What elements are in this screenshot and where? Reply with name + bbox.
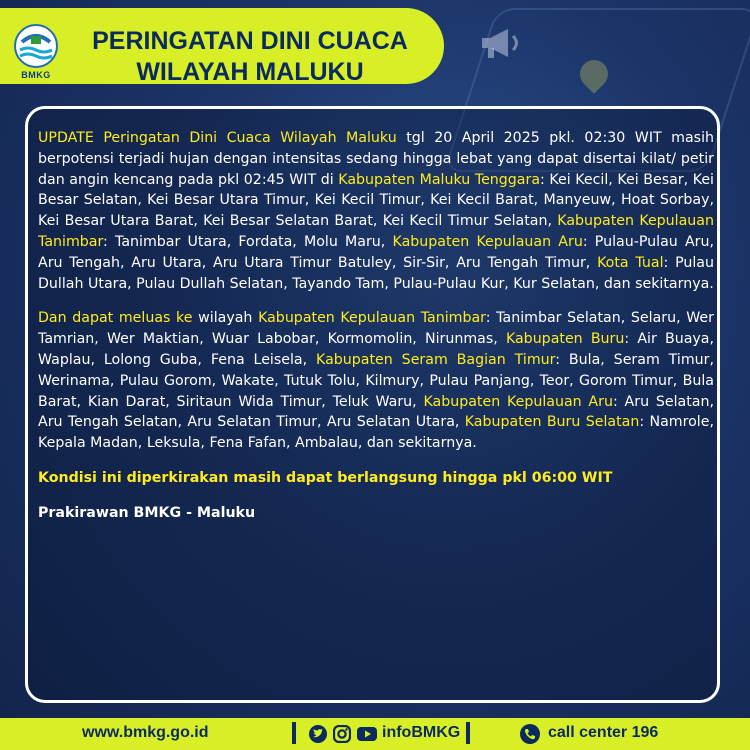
footer-separator	[292, 722, 296, 744]
highlight-text: Kabupaten Maluku Tenggara	[338, 171, 541, 188]
body-text: wilayah	[192, 310, 259, 327]
body-text: : Kei Kecil, Kei Besar, Kei Besar Selatan, Kei Besar Utara Timur, Kei Kecil Timur, Kei Kecil Barat, Manyeuw, Hoat Sorbay, Kei Besar Utara Barat, Kei Besar Selatan Barat, Kei Kecil Timur Selatan,	[38, 171, 714, 230]
body-text: : Pulau-Pulau Aru, Aru Tengah, Aru Utara, Aru Utara Timur Batuley, Sir-Sir, Aru Tengah Timur,	[38, 233, 715, 271]
highlight-text: Kabupaten Buru Selatan	[464, 414, 640, 431]
bmkg-logo-icon	[14, 24, 58, 68]
highlight-text: Kota Tual	[597, 254, 664, 271]
highlight-text: UPDATE Peringatan Dini Cuaca Wilayah Maluku	[38, 130, 397, 146]
highlight-text: Kabupaten Kepulauan Tanimbar	[38, 213, 714, 250]
title-line-1: PERINGATAN DINI CUACA	[92, 27, 408, 55]
title-line-2: WILAYAH MALUKU	[136, 58, 364, 86]
highlight-text: Kabupaten Kepulauan Aru	[423, 393, 613, 410]
warning-paragraph-main	[38, 128, 714, 294]
bmkg-logo	[14, 24, 58, 86]
website-link[interactable]: www.bmkg.go.id	[82, 724, 209, 741]
footer-bar	[0, 718, 750, 750]
body-text: : Air Buaya, Waplau, Lolong Guba, Fena Leisela,	[38, 331, 714, 368]
bmkg-logo-label: BMKG	[21, 70, 51, 80]
warning-duration: Kondisi ini diperkirakan masih dapat berlangsung hingga pkl 06:00 WIT	[38, 469, 613, 486]
youtube-icon[interactable]	[357, 725, 377, 743]
body-text: : Bula, Seram Timur, Werinama, Pulau Gorom, Wakate, Tutuk Tolu, Kilmury, Pulau Panjang, Teor, Gorom Timur, Bula Barat, Kian Darat, Siritaun Wida Timur, Teluk Waru,	[38, 351, 715, 410]
page-title	[70, 26, 430, 88]
header-banner	[0, 8, 444, 84]
body-text: : Aru Selatan, Aru Tengah Selatan, Aru Selatan Timur, Aru Selatan Utara,	[38, 393, 714, 431]
warning-paragraph-spread	[38, 308, 714, 454]
forecaster-signature: Prakirawan BMKG - Maluku	[38, 504, 256, 521]
instagram-icon[interactable]	[333, 725, 351, 743]
body-text: : Pulau Dullah Utara, Pulau Dullah Selatan, Tayando Tam, Pulau-Pulau Kur, Kur Selatan, dan sekitarnya.	[38, 254, 714, 292]
twitter-icon[interactable]	[309, 725, 327, 743]
highlight-text: Kabupaten Seram Bagian Timur	[316, 351, 556, 368]
highlight-text: Kabupaten Kepulauan Tanimbar	[258, 310, 486, 327]
highlight-text: Kabupaten Buru	[505, 331, 625, 348]
call-center[interactable]: call center 196	[548, 724, 659, 741]
megaphone-icon	[478, 26, 526, 60]
highlight-text: Dan dapat meluas ke	[38, 310, 193, 327]
body-text: : Namrole, Kepala Madan, Leksula, Fena Fafan, Ambalau, dan sekitarnya.	[38, 414, 714, 452]
footer-separator	[466, 722, 470, 744]
highlight-text: Kabupaten Kepulauan Aru	[392, 233, 583, 250]
social-handle[interactable]: infoBMKG	[382, 724, 461, 741]
body-text: : Tanimbar Selatan, Selaru, Wer Tamrian, Wer Maktian, Wuar Labobar, Kormomolin, Nirunmas,	[38, 310, 714, 348]
phone-icon	[520, 724, 540, 744]
body-text: tgl 20 April 2025 pkl. 02:30 WIT masih berpotensi terjadi hujan dengan intensitas sedang hingga lebat yang dapat disertai kilat/ petir dan angin kencang pada pkl 02:45 WIT di	[38, 130, 715, 188]
body-text: : Tanimbar Utara, Fordata, Molu Maru,	[103, 233, 393, 250]
warning-text	[38, 128, 714, 538]
